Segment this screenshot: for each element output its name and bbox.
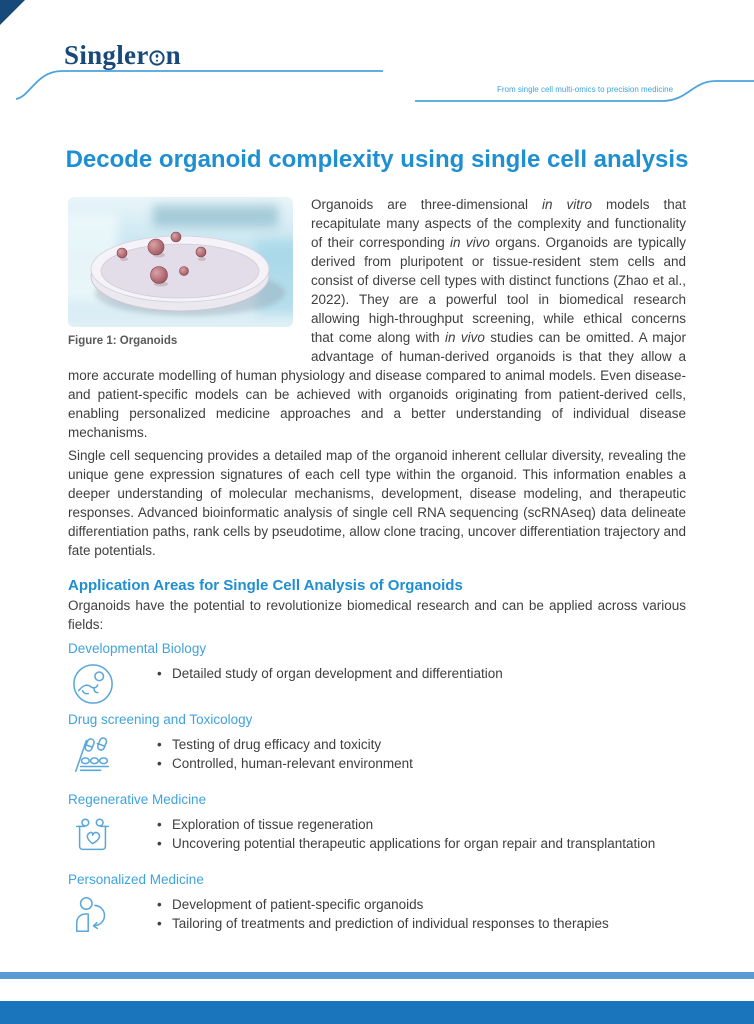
singleron-logo: [64, 40, 181, 71]
cell-icon: [149, 42, 165, 58]
bullet-item: • Detailed study of organ development and differentiation: [155, 664, 503, 683]
intro-paragraph-text: Organoids are three-dimensional in vitro models that recapitulate many aspects of the complexity and functionality of their corresponding in vivo organs. Organoids are typically derived from pluripotent or tissue-resident stem cells and consist of diverse cell types with distinct functions (Zhao et al., 2022). They are a powerful tool in biomedical research allowing high-throughput screening, while ethical concerns that come along with in vivo studies can be omitted. A major advantage of human-derived organoids is that they allow a more accurate modelling of human physiology and disease compared to animal models. Even disease- and patient-specific models can be achieved with organoids originating from patient-derived cells, enabling personalized medicine approaches and a better understanding of individual disease mechanisms.: [68, 197, 687, 440]
tagline: From single cell multi-omics to precision medicine: [496, 85, 674, 94]
app-section-personalized-medicine: [68, 871, 686, 937]
footer-bar: [0, 1001, 754, 1024]
app-heading: Personalized Medicine: [68, 872, 204, 887]
app-bullets: [118, 735, 413, 777]
bullet-item: • Uncovering potential therapeutic applications for organ repair and transplantation: [155, 834, 655, 853]
app-heading: Regenerative Medicine: [68, 792, 207, 807]
pills-icon: [71, 733, 115, 777]
main-content: [68, 195, 686, 634]
app-section-developmental-biology: [68, 640, 686, 706]
page-title: Decode organoid complexity using single cell analysis: [65, 146, 689, 173]
footer-accent-bar: [0, 972, 754, 979]
bullet-item: • Development of patient-specific organoids: [155, 895, 609, 914]
app-heading: Drug screening and Toxicology: [68, 712, 253, 727]
bullet-item: • Testing of drug efficacy and toxicity: [155, 735, 413, 754]
bullet-item: • Tailoring of treatments and prediction of individual responses to therapies: [155, 914, 609, 933]
figure-1: [68, 197, 293, 351]
bullet-item: • Exploration of tissue regeneration: [155, 815, 655, 834]
culture-vessel-heart-icon: [71, 813, 115, 857]
logo-text-prefix: Singler: [64, 40, 149, 70]
intro-paragraph: [68, 195, 686, 442]
app-bullets: [118, 895, 609, 937]
app-bullets: [118, 664, 503, 706]
app-bullets: [118, 815, 655, 857]
applications-intro: Organoids have the potential to revolutionize biomedical research and can be applied across various fields:: [68, 598, 686, 632]
organoids-petri-dish-image: [68, 197, 293, 327]
figure-caption: Figure 1: Organoids: [68, 335, 178, 347]
app-heading: Developmental Biology: [68, 641, 207, 656]
logo-text-suffix: n: [165, 40, 181, 70]
crawling-baby-icon: [71, 662, 115, 706]
patient-cycle-icon: [71, 893, 115, 937]
sequencing-paragraph: Single cell sequencing provides a detailed map of the organoid inherent cellular diversity, revealing the unique gene expression signatures of each cell type within the organoid. This information enables a deeper understanding of molecular mechanisms, development, disease modeling, and therapeutic responses. Advanced bioinformatic analysis of single cell RNA sequencing (scRNAseq) data delineate differentiation paths, rank cells by pseudotime, allow clone tracing, uncover differentiation trajectory and fate potentials.: [68, 448, 686, 558]
applications-section-heading: Application Areas for Single Cell Analysis of Organoids: [68, 577, 463, 594]
app-section-drug-screening: [68, 711, 686, 777]
app-section-regenerative-medicine: [68, 791, 686, 857]
bullet-item: • Controlled, human-relevant environment: [155, 754, 413, 773]
